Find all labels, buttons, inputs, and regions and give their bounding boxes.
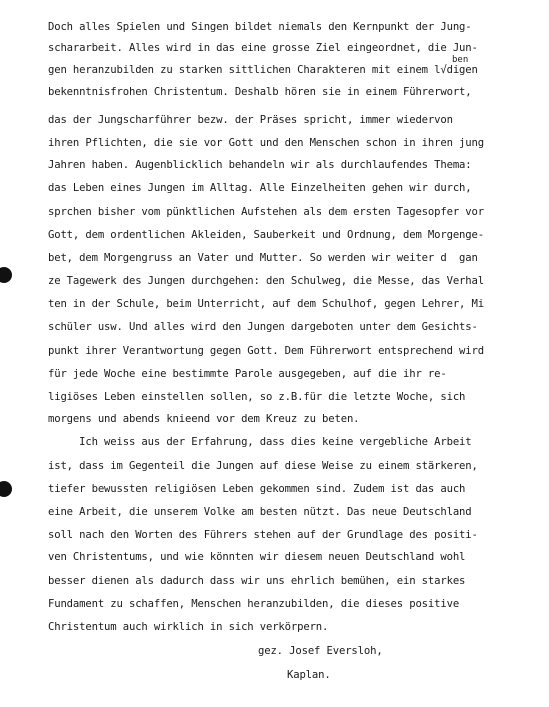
text-line: Christentum auch wirklich in sich verkörpern. <box>48 621 329 633</box>
text-line: Gott, dem ordentlichen Akleiden, Sauberkeit und Ordnung, dem Morgenge- <box>48 229 484 241</box>
text-line: ligiöses Leben einstellen sollen, so z.B.für die letzte Woche, sich <box>48 391 466 403</box>
text-line: eine Arbeit, die unserem Volke am besten nützt. Das neue Deutschland <box>48 506 472 518</box>
text-line: soll nach den Worten des Führers stehen auf der Grundlage des positi- <box>48 529 478 541</box>
text-line: ihren Pflichten, die sie vor Gott und den Menschen schon in ihren jung <box>48 137 484 149</box>
punch-hole <box>0 481 12 497</box>
text-line: morgens und abends knieend vor dem Kreuz zu beten. <box>48 413 360 425</box>
text-line: Ich weiss aus der Erfahrung, dass dies keine vergebliche Arbeit <box>48 436 472 448</box>
text-line: sprchen bisher vom pünktlichen Aufstehen als dem ersten Tagesopfer vor <box>48 206 484 218</box>
text-line: tiefer bewussten religiösen Leben gekommen sind. Zudem ist das auch <box>48 483 466 495</box>
text-line: besser dienen als dadurch dass wir uns ehrlich bemühen, ein starkes <box>48 575 466 587</box>
text-line: gen heranzubilden zu starken sittlichen Charakteren mit einem l√digen <box>48 64 478 76</box>
interlinear-correction: ben <box>452 55 469 65</box>
text-line: das der Jungscharführer bezw. der Präses spricht, immer wiedervon <box>48 114 453 126</box>
text-line: Fundament zu schaffen, Menschen heranzubilden, die dieses positive <box>48 598 460 610</box>
text-line: für jede Woche eine bestimmte Parole ausgegeben, auf die ihr re- <box>48 368 447 380</box>
text-line: ist, dass im Gegenteil die Jungen auf diese Weise zu einem stärkeren, <box>48 460 478 472</box>
text-line: punkt ihrer Verantwortung gegen Gott. Dem Führerwort entsprechend wird <box>48 345 484 357</box>
text-line: ven Christentums, und wie könnten wir diesem neuen Deutschland wohl <box>48 551 466 563</box>
signature-title: Kaplan. <box>287 669 331 681</box>
text-line: schararbeit. Alles wird in das eine grosse Ziel eingeordnet, die Jun- <box>48 42 478 54</box>
text-line: ten in der Schule, beim Unterricht, auf dem Schulhof, gegen Lehrer, Mi <box>48 298 484 310</box>
punch-hole <box>0 267 12 283</box>
text-line: Jahren haben. Augenblicklich behandeln wir als durchlaufendes Thema: <box>48 159 472 171</box>
signature-name: gez. Josef Eversloh, <box>258 645 383 657</box>
text-line: Doch alles Spielen und Singen bildet niemals den Kernpunkt der Jung- <box>48 21 472 33</box>
text-line: bet, dem Morgengruss an Vater und Mutter. So werden wir weiter d gan <box>48 252 478 264</box>
text-line: das Leben eines Jungen im Alltag. Alle Einzelheiten gehen wir durch, <box>48 182 472 194</box>
text-line: ze Tagewerk des Jungen durchgehen: den Schulweg, die Messe, das Verhal <box>48 275 484 287</box>
text-line: schüler usw. Und alles wird den Jungen dargeboten unter dem Gesichts- <box>48 321 478 333</box>
text-line: bekenntnisfrohen Christentum. Deshalb hören sie in einem Führerwort, <box>48 86 472 98</box>
